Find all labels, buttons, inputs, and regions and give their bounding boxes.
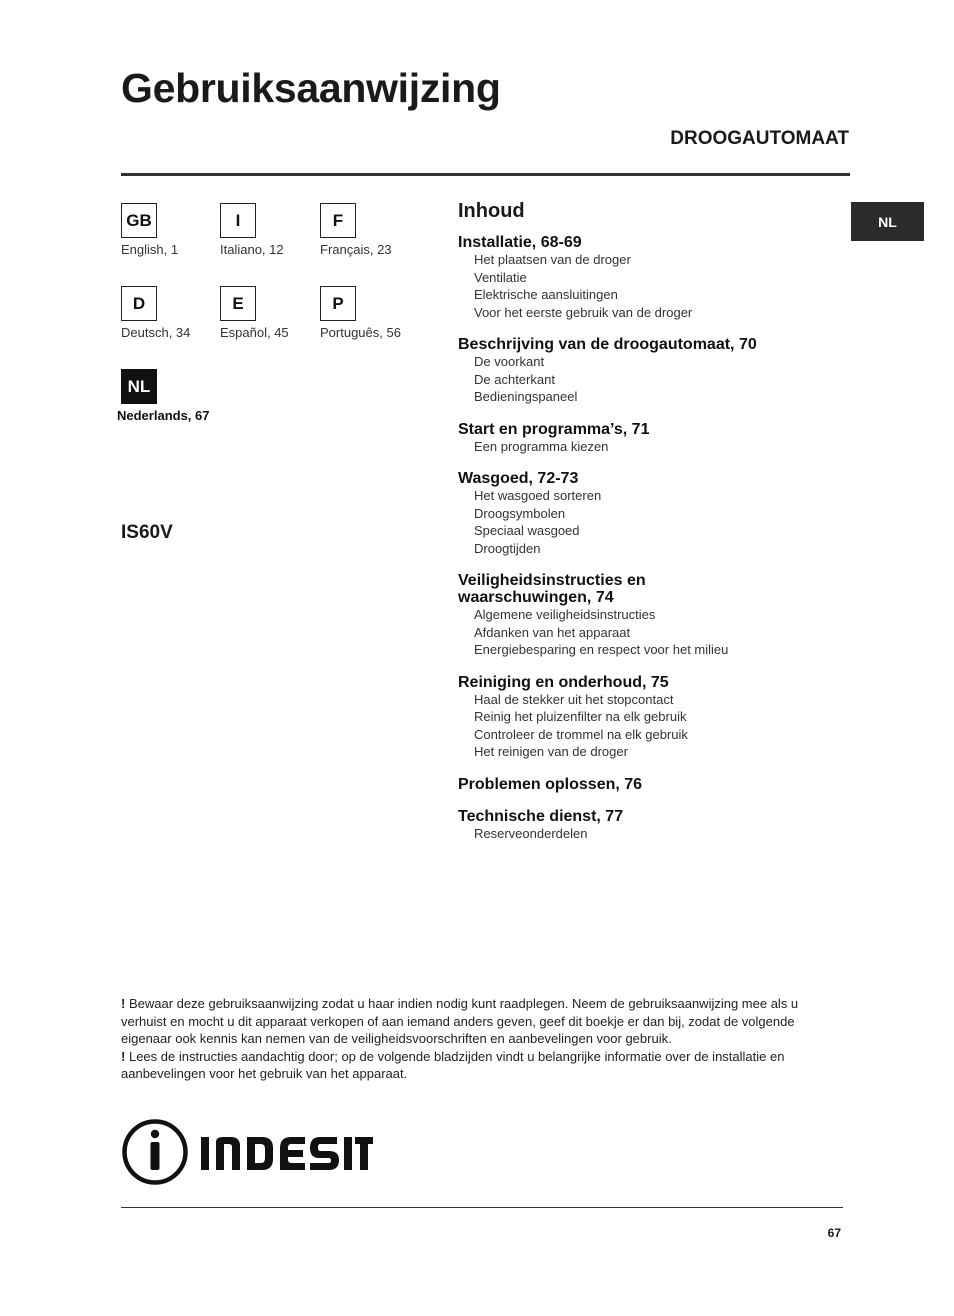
footer-divider — [121, 1207, 843, 1208]
toc-item: Haal de stekker uit het stopcontact — [474, 691, 674, 707]
toc-section-title: Beschrijving van de droogautomaat, 70 — [458, 336, 757, 353]
brand-logo — [121, 1118, 373, 1191]
toc-section — [458, 234, 838, 321]
toc-section-title: Problemen oplossen, 76 — [458, 775, 643, 793]
toc-item: Bedieningspaneel — [474, 389, 578, 404]
toc-section-title: Start en programma’s, 71 — [458, 420, 650, 438]
language-italian — [220, 203, 320, 257]
toc-item: Algemene veiligheidsinstructies — [474, 607, 656, 622]
toc-heading: Inhoud — [458, 200, 525, 222]
toc-item: Droogtijden — [474, 540, 541, 556]
notice-text: Lees de instructies aandachtig door; op de volgende bladzijden vindt u belangrijke informatie over de installatie en aanbevelingen voor het gebruik van het apparaat. — [121, 1048, 785, 1082]
language-name: Español, 45 — [220, 325, 289, 340]
language-french — [320, 203, 420, 257]
language-name: Português, 56 — [320, 325, 401, 340]
language-code-box: GB — [121, 203, 157, 238]
toc-section — [458, 470, 838, 557]
product-type: DROOGAUTOMAAT — [670, 128, 849, 149]
notice-paragraph — [121, 1048, 836, 1083]
toc-section-title: Installatie, 68-69 — [458, 234, 582, 251]
toc-item: Het plaatsen van de droger — [474, 252, 631, 267]
language-name: Italiano, 12 — [220, 242, 284, 257]
language-spanish — [220, 286, 320, 340]
toc-section-title: Reiniging en onderhoud, 75 — [458, 673, 669, 691]
language-code-box: P — [320, 286, 356, 321]
language-code-box: D — [121, 286, 157, 321]
toc-item: Elektrische aansluitingen — [474, 287, 618, 302]
notice-block — [121, 995, 836, 1083]
language-german — [121, 286, 221, 340]
toc-item: Speciaal wasgoed — [474, 523, 580, 538]
language-tab: NL — [851, 202, 924, 241]
notice-text: Bewaar deze gebruiksaanwijzing zodat u haar indien nodig kunt raadplegen. Neem de gebruiksaanwijzing mee als u verhuist en mocht u dit apparaat verkopen of aan iemand anders geven, geef dit boekje er dan bij, zodat de volgende eigenaar ook kennis kan nemen van de veiligheidsvoorschriften en aanbevelingen voor gebruik. — [121, 996, 799, 1047]
toc-item: Controleer de trommel na elk gebruik — [474, 726, 688, 742]
header-divider — [121, 173, 850, 176]
language-dutch — [117, 369, 221, 423]
toc-item: De voorkant — [474, 354, 545, 369]
toc-item: De achterkant — [474, 371, 555, 387]
toc-item: Het wasgoed sorteren — [474, 488, 602, 503]
page-number: 67 — [827, 1226, 841, 1240]
toc-item: Reserveonderdelen — [474, 825, 588, 841]
toc-item: Droogsymbolen — [474, 505, 566, 521]
language-portuguese — [320, 286, 420, 340]
toc-section — [458, 776, 838, 793]
toc-item: Het reinigen van de droger — [474, 744, 628, 759]
toc-item: Een programma kiezen — [474, 438, 609, 454]
language-code-box: NL — [121, 369, 157, 404]
language-name: Deutsch, 34 — [121, 325, 191, 340]
toc-item: Ventilatie — [474, 269, 527, 285]
toc-section — [458, 572, 838, 659]
toc-section — [458, 421, 838, 456]
table-of-contents — [458, 200, 838, 857]
language-code-box: I — [220, 203, 256, 238]
language-name: English, 1 — [121, 242, 179, 257]
model-number: IS60V — [121, 522, 173, 543]
toc-section — [458, 808, 838, 843]
toc-item: Afdanken van het apparaat — [474, 624, 631, 640]
toc-item: Voor het eerste gebruik van de droger — [474, 304, 693, 320]
toc-section — [458, 336, 838, 406]
page-title: Gebruiksaanwijzing — [121, 65, 501, 111]
language-code-box: E — [220, 286, 256, 321]
indesit-logo-icon — [121, 1118, 373, 1186]
toc-section-title: Veiligheidsinstructies en waarschuwingen, 74 — [458, 572, 646, 606]
warning-mark-icon: ! — [121, 1048, 126, 1064]
language-name: Français, 23 — [320, 242, 392, 257]
toc-item: Reinig het pluizenfilter na elk gebruik — [474, 709, 687, 724]
toc-section-title: Wasgoed, 72-73 — [458, 470, 579, 487]
language-english — [121, 203, 221, 257]
language-code-box: F — [320, 203, 356, 238]
toc-section-title: Technische dienst, 77 — [458, 807, 624, 825]
notice-paragraph — [121, 995, 836, 1048]
toc-item: Energiebesparing en respect voor het milieu — [474, 642, 729, 657]
warning-mark-icon: ! — [121, 996, 126, 1011]
toc-section — [458, 674, 838, 761]
language-name: Nederlands, 67 — [117, 408, 210, 423]
